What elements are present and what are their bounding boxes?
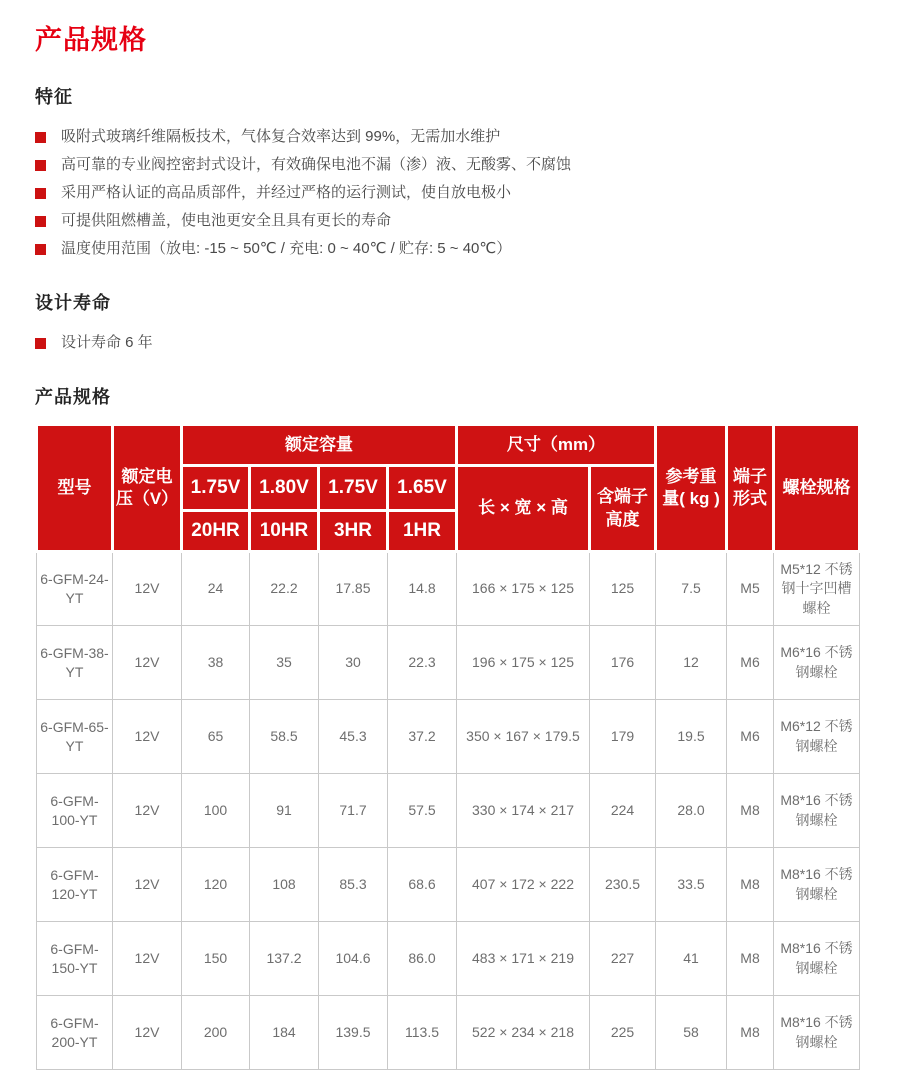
cell-cap-1hr: 68.6 <box>388 848 457 922</box>
header-capacity-rate: 3HR <box>319 511 388 552</box>
cell-model: 6-GFM-100-YT <box>37 774 113 848</box>
cell-cap-20hr: 24 <box>182 552 250 626</box>
design-life-list <box>35 329 865 357</box>
design-life-heading: 设计寿命 <box>35 293 111 313</box>
table-row <box>37 922 860 996</box>
feature-text: 采用严格认证的高品质部件，并经过严格的运行测试，使自放电极小 <box>61 184 512 201</box>
feature-item <box>35 123 865 151</box>
cell-cap-10hr: 184 <box>250 996 319 1070</box>
cell-cap-10hr: 108 <box>250 848 319 922</box>
cell-cap-3hr: 104.6 <box>319 922 388 996</box>
spec-table-body <box>37 552 860 1070</box>
cell-cap-20hr: 200 <box>182 996 250 1070</box>
cell-bolt-spec: M8*16 不锈钢螺栓 <box>774 774 860 848</box>
cell-cap-10hr: 91 <box>250 774 319 848</box>
cell-cap-20hr: 150 <box>182 922 250 996</box>
features-list <box>35 123 865 263</box>
cell-weight: 28.0 <box>656 774 727 848</box>
cell-cap-1hr: 57.5 <box>388 774 457 848</box>
header-capacity-voltage: 1.75V <box>182 466 250 511</box>
cell-bolt-spec: M5*12 不锈钢十字凹槽螺栓 <box>774 552 860 626</box>
cell-terminal-type: M8 <box>727 774 774 848</box>
cell-cap-20hr: 120 <box>182 848 250 922</box>
cell-terminal-height: 227 <box>590 922 656 996</box>
header-capacity-rate: 10HR <box>250 511 319 552</box>
header-capacity-rate: 20HR <box>182 511 250 552</box>
cell-voltage: 12V <box>113 848 182 922</box>
cell-terminal-height: 125 <box>590 552 656 626</box>
cell-voltage: 12V <box>113 922 182 996</box>
cell-cap-10hr: 35 <box>250 626 319 700</box>
cell-terminal-height: 230.5 <box>590 848 656 922</box>
cell-cap-1hr: 37.2 <box>388 700 457 774</box>
header-capacity-voltage: 1.75V <box>319 466 388 511</box>
header-size-terminal-height: 含端子高度 <box>590 466 656 552</box>
design-life-text: 设计寿命 6 年 <box>61 334 153 351</box>
cell-bolt-spec: M8*16 不锈钢螺栓 <box>774 922 860 996</box>
cell-voltage: 12V <box>113 700 182 774</box>
cell-terminal-type: M5 <box>727 552 774 626</box>
cell-cap-10hr: 137.2 <box>250 922 319 996</box>
cell-voltage: 12V <box>113 996 182 1070</box>
cell-cap-10hr: 22.2 <box>250 552 319 626</box>
header-capacity-group: 额定容量 <box>182 425 457 466</box>
cell-weight: 41 <box>656 922 727 996</box>
cell-terminal-type: M8 <box>727 848 774 922</box>
cell-dimensions: 350 × 167 × 179.5 <box>457 700 590 774</box>
bullet-square-icon <box>35 338 46 349</box>
feature-item <box>35 235 865 263</box>
cell-model: 6-GFM-150-YT <box>37 922 113 996</box>
cell-cap-3hr: 45.3 <box>319 700 388 774</box>
table-row <box>37 996 860 1070</box>
header-size-lwh: 长 × 宽 × 高 <box>457 466 590 552</box>
cell-terminal-height: 176 <box>590 626 656 700</box>
cell-voltage: 12V <box>113 774 182 848</box>
cell-weight: 12 <box>656 626 727 700</box>
header-size-group: 尺寸（mm） <box>457 425 656 466</box>
features-heading: 特征 <box>35 87 73 107</box>
cell-bolt-spec: M6*16 不锈钢螺栓 <box>774 626 860 700</box>
bullet-square-icon <box>35 160 46 171</box>
cell-cap-1hr: 113.5 <box>388 996 457 1070</box>
cell-terminal-height: 179 <box>590 700 656 774</box>
feature-text: 可提供阻燃槽盖，使电池更安全且具有更长的寿命 <box>61 212 392 229</box>
cell-dimensions: 483 × 171 × 219 <box>457 922 590 996</box>
cell-model: 6-GFM-38-YT <box>37 626 113 700</box>
cell-cap-3hr: 85.3 <box>319 848 388 922</box>
design-life-item <box>35 329 865 357</box>
feature-text: 高可靠的专业阀控密封式设计，有效确保电池不漏（渗）液、无酸雾、不腐蚀 <box>61 156 572 173</box>
cell-weight: 58 <box>656 996 727 1070</box>
feature-item <box>35 207 865 235</box>
header-model: 型号 <box>37 425 113 552</box>
bullet-square-icon <box>35 216 46 227</box>
cell-bolt-spec: M8*16 不锈钢螺栓 <box>774 996 860 1070</box>
cell-weight: 19.5 <box>656 700 727 774</box>
cell-cap-10hr: 58.5 <box>250 700 319 774</box>
table-row <box>37 700 860 774</box>
cell-cap-3hr: 139.5 <box>319 996 388 1070</box>
table-row <box>37 626 860 700</box>
page-title: 产品规格 <box>35 25 147 55</box>
header-voltage: 额定电压（V） <box>113 425 182 552</box>
cell-terminal-height: 224 <box>590 774 656 848</box>
bullet-square-icon <box>35 188 46 199</box>
cell-model: 6-GFM-24-YT <box>37 552 113 626</box>
table-row <box>37 774 860 848</box>
feature-text: 温度使用范围（放电: -15 ~ 50℃ / 充电: 0 ~ 40℃ / 贮存: 5 ~ 40℃） <box>61 240 512 257</box>
cell-weight: 33.5 <box>656 848 727 922</box>
feature-item <box>35 151 865 179</box>
spec-table-heading: 产品规格 <box>35 387 111 407</box>
cell-cap-1hr: 86.0 <box>388 922 457 996</box>
header-capacity-voltage: 1.80V <box>250 466 319 511</box>
cell-terminal-height: 225 <box>590 996 656 1070</box>
cell-dimensions: 166 × 175 × 125 <box>457 552 590 626</box>
cell-voltage: 12V <box>113 552 182 626</box>
cell-model: 6-GFM-65-YT <box>37 700 113 774</box>
cell-cap-3hr: 17.85 <box>319 552 388 626</box>
cell-dimensions: 330 × 174 × 217 <box>457 774 590 848</box>
cell-dimensions: 407 × 172 × 222 <box>457 848 590 922</box>
header-weight: 参考重量( kg ) <box>656 425 727 552</box>
cell-voltage: 12V <box>113 626 182 700</box>
cell-cap-20hr: 38 <box>182 626 250 700</box>
cell-weight: 7.5 <box>656 552 727 626</box>
feature-text: 吸附式玻璃纤维隔板技术，气体复合效率达到 99%，无需加水维护 <box>61 128 501 145</box>
bullet-square-icon <box>35 244 46 255</box>
spec-table-header <box>37 425 860 552</box>
header-bolt-spec: 螺栓规格 <box>774 425 860 552</box>
spec-table <box>35 423 861 1070</box>
feature-item <box>35 179 865 207</box>
cell-dimensions: 196 × 175 × 125 <box>457 626 590 700</box>
cell-terminal-type: M8 <box>727 996 774 1070</box>
cell-bolt-spec: M8*16 不锈钢螺栓 <box>774 848 860 922</box>
cell-bolt-spec: M6*12 不锈钢螺栓 <box>774 700 860 774</box>
cell-model: 6-GFM-200-YT <box>37 996 113 1070</box>
cell-terminal-type: M6 <box>727 700 774 774</box>
cell-terminal-type: M8 <box>727 922 774 996</box>
cell-cap-1hr: 22.3 <box>388 626 457 700</box>
header-capacity-rate: 1HR <box>388 511 457 552</box>
bullet-square-icon <box>35 132 46 143</box>
cell-cap-1hr: 14.8 <box>388 552 457 626</box>
cell-cap-3hr: 71.7 <box>319 774 388 848</box>
cell-cap-20hr: 100 <box>182 774 250 848</box>
cell-model: 6-GFM-120-YT <box>37 848 113 922</box>
header-capacity-voltage: 1.65V <box>388 466 457 511</box>
table-row <box>37 848 860 922</box>
table-row <box>37 552 860 626</box>
cell-cap-20hr: 65 <box>182 700 250 774</box>
header-terminal-type: 端子形式 <box>727 425 774 552</box>
cell-terminal-type: M6 <box>727 626 774 700</box>
cell-cap-3hr: 30 <box>319 626 388 700</box>
cell-dimensions: 522 × 234 × 218 <box>457 996 590 1070</box>
